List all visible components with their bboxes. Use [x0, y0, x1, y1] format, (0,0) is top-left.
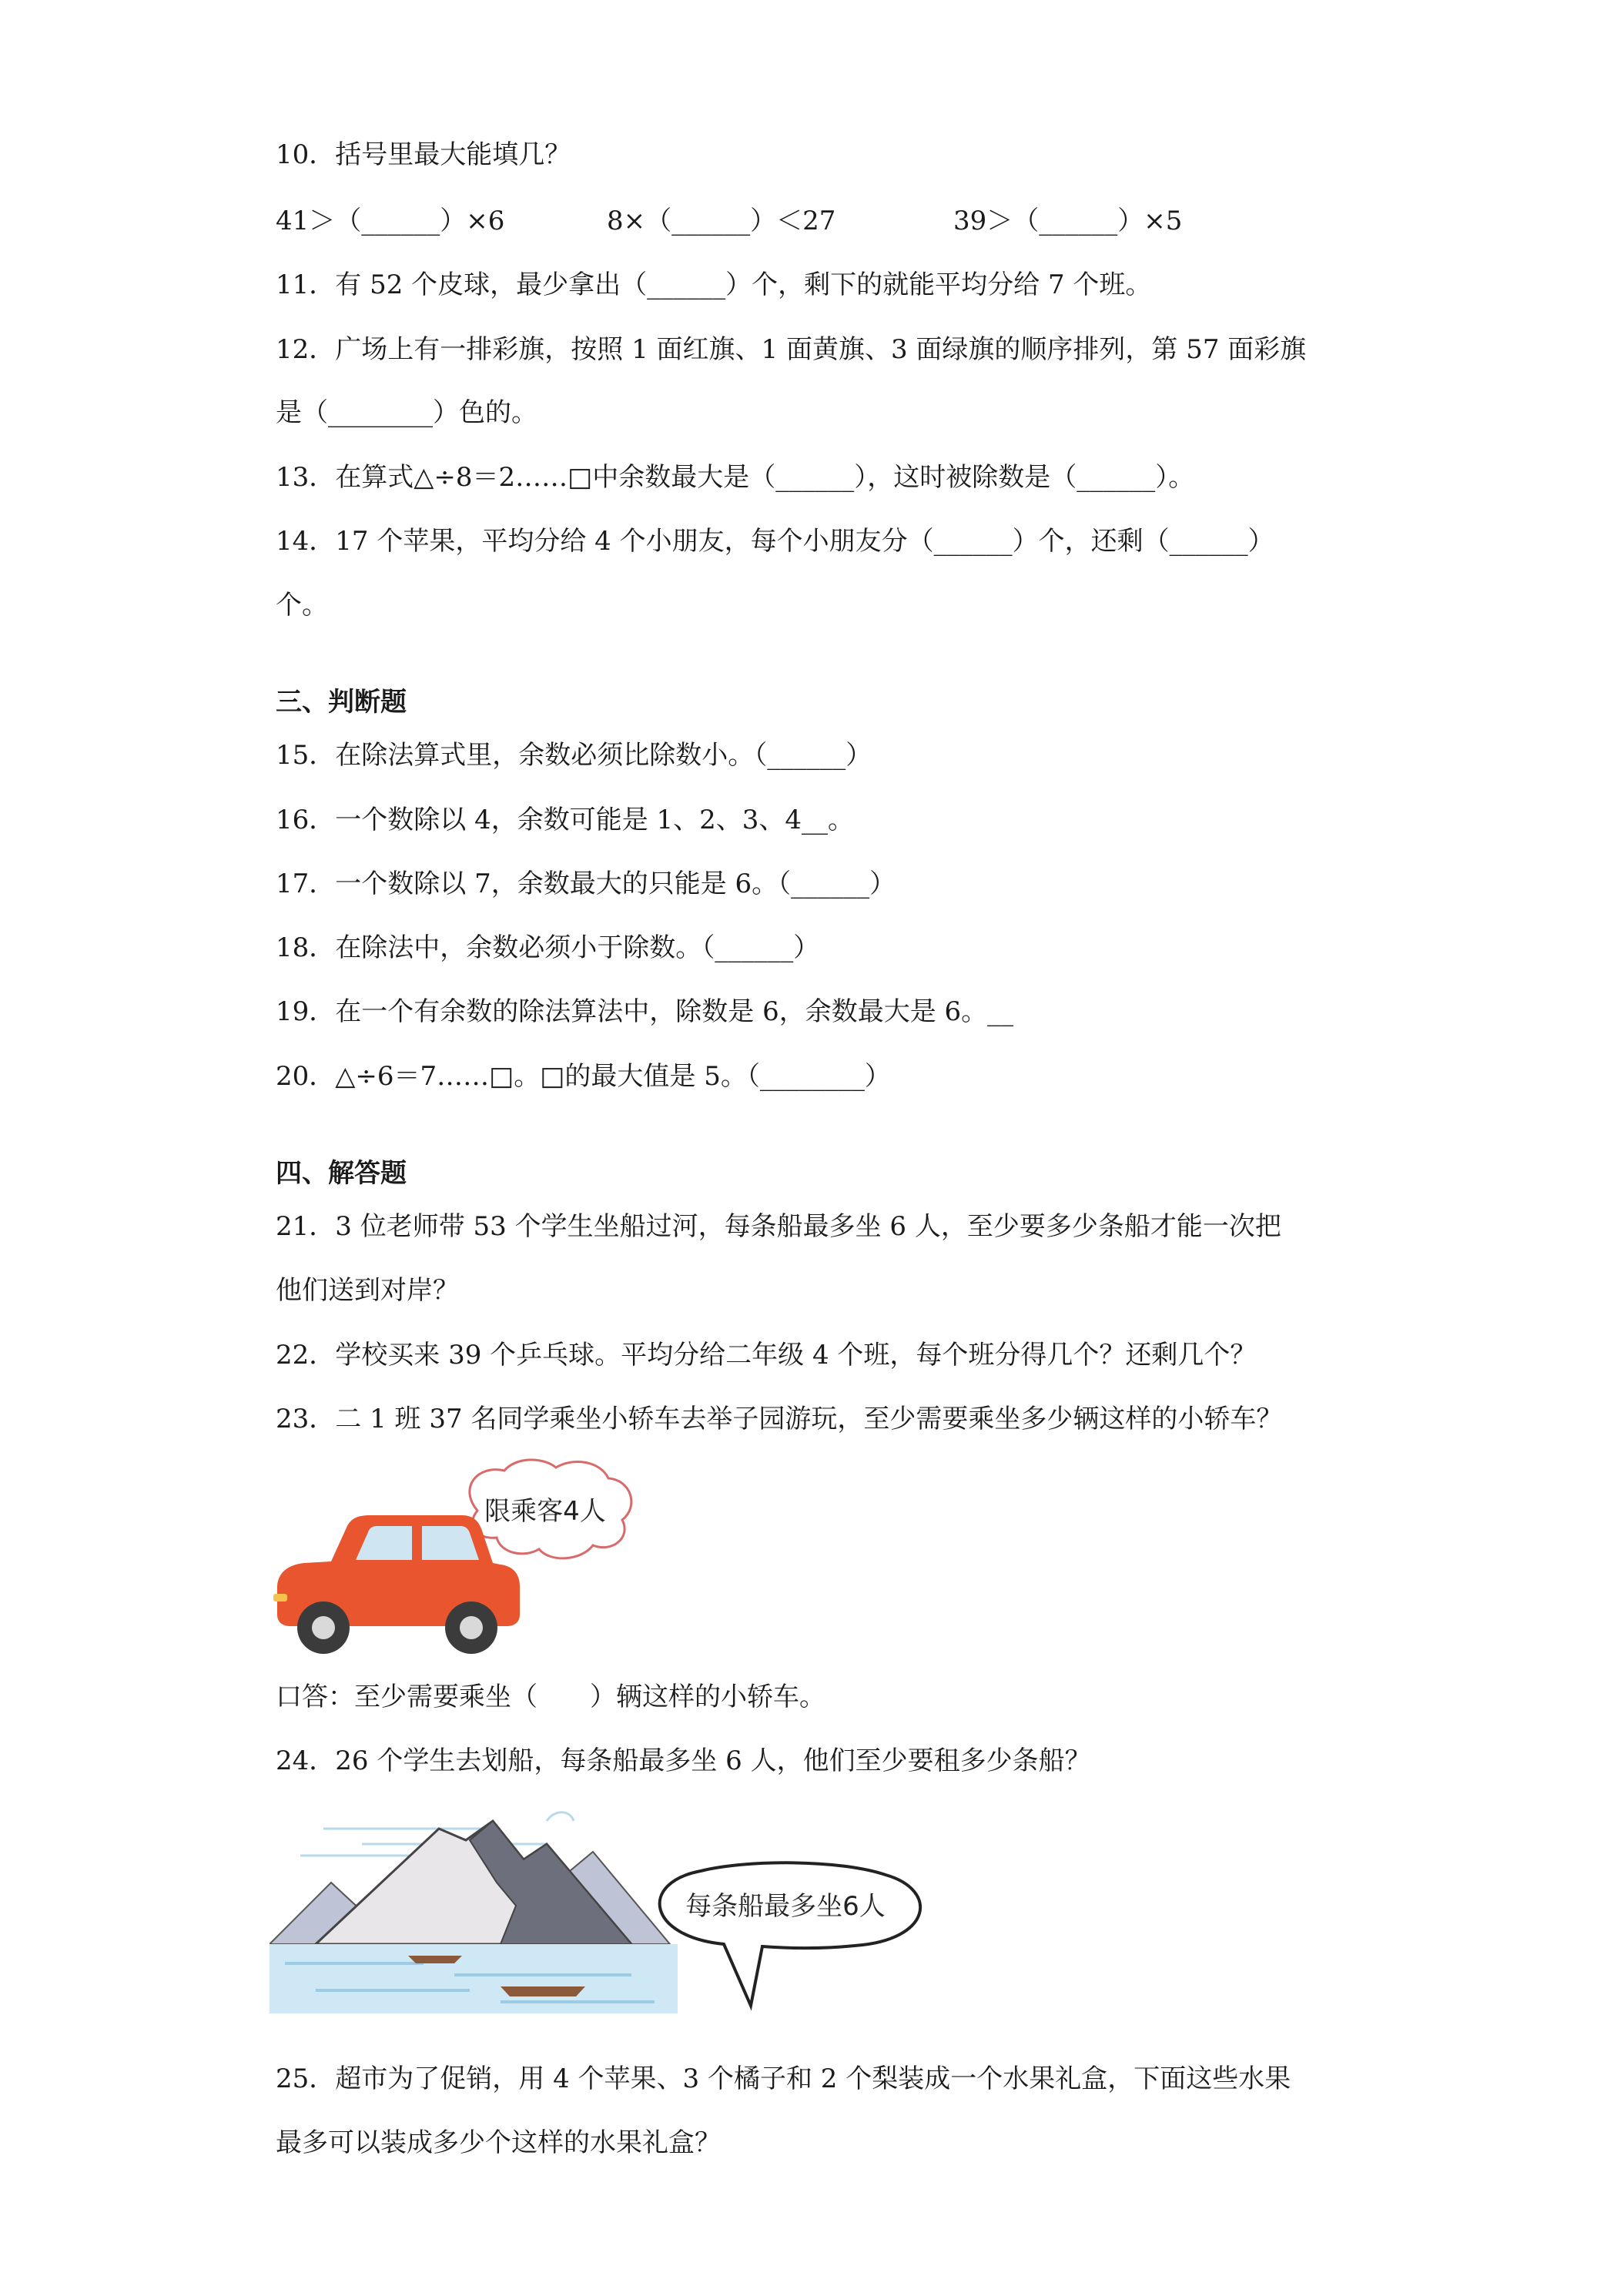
q10-item-3: 39＞（______）×5 — [953, 206, 1183, 236]
question-13: 13．在算式△÷8＝2……□中余数最大是（______），这时被除数是（______）。 — [276, 462, 1195, 493]
question-19: 19．在一个有余数的除法算法中，除数是 6，余数最大是 6。__ — [276, 996, 1014, 1027]
question-24: 24．26 个学生去划船，每条船最多坐 6 人，他们至少要租多少条船？ — [276, 1745, 1091, 1776]
question-14-line2: 个。 — [276, 590, 328, 621]
question-23-answer: 口答：至少需要乘坐（ ）辆这样的小轿车。 — [276, 1682, 825, 1712]
question-20: 20．△÷6＝7……□。□的最大值是 5。（________） — [276, 1061, 891, 1092]
section-4-title: 四、解答题 — [276, 1158, 407, 1189]
question-14-line1: 14．17 个苹果，平均分给 4 个小朋友，每个小朋友分（______）个，还剩（______） — [276, 526, 1274, 557]
speech-bubble-shape — [660, 1863, 920, 2006]
question-11: 11．有 52 个皮球，最少拿出（______）个，剩下的就能平均分给 7 个班。 — [276, 269, 1152, 300]
question-12-line1: 12．广场上有一排彩旗，按照 1 面红旗、1 面黄旗、3 面绿旗的顺序排列，第 57 面彩旗 — [276, 334, 1307, 365]
question-18: 18．在除法中，余数必须小于除数。（______） — [276, 932, 820, 963]
question-25-line1: 25．超市为了促销，用 4 个苹果、3 个橘子和 2 个梨装成一个水果礼盒，下面这些水果 — [276, 2063, 1291, 2094]
boat-bubble-text: 每条船最多坐6人 — [685, 1891, 886, 1922]
boat-1 — [408, 1956, 462, 1963]
question-16: 16．一个数除以 4，余数可能是 1、2、3、4__。 — [276, 805, 855, 835]
question-17: 17．一个数除以 7，余数最大的只能是 6。（______） — [276, 869, 896, 899]
question-21-line1: 21．3 位老师带 53 个学生坐船过河，每条船最多坐 6 人，至少要多少条船才能一次把 — [276, 1211, 1281, 1242]
car-illustration — [270, 1457, 639, 1674]
q10-item-1: 41＞（______）×6 — [276, 206, 505, 236]
question-12-line2: 是（________）色的。 — [276, 397, 537, 428]
q10-item-2: 8×（______）＜27 — [607, 206, 836, 236]
mountain-lake-illustration — [270, 1798, 1001, 2029]
boat-2 — [501, 1986, 585, 1996]
question-15: 15．在除法算式里，余数必须比除数小。（______） — [276, 740, 872, 771]
question-10-items — [276, 202, 1354, 239]
question-22: 22．学校买来 39 个乒乓球。平均分给二年级 4 个班，每个班分得几个？还剩几个？ — [276, 1340, 1257, 1371]
question-25-line2: 最多可以装成多少个这样的水果礼盒？ — [276, 2127, 721, 2158]
question-23: 23．二 1 班 37 名同学乘坐小轿车去举子园游玩，至少需要乘坐多少辆这样的小轿车？ — [276, 1404, 1283, 1434]
car-bubble-text: 限乘客4人 — [484, 1496, 606, 1527]
question-21-line2: 他们送到对岸？ — [276, 1275, 459, 1306]
section-3-title: 三、判断题 — [276, 687, 407, 718]
car-headlight — [273, 1594, 287, 1602]
question-10: 10．括号里最大能填几？ — [276, 139, 571, 170]
